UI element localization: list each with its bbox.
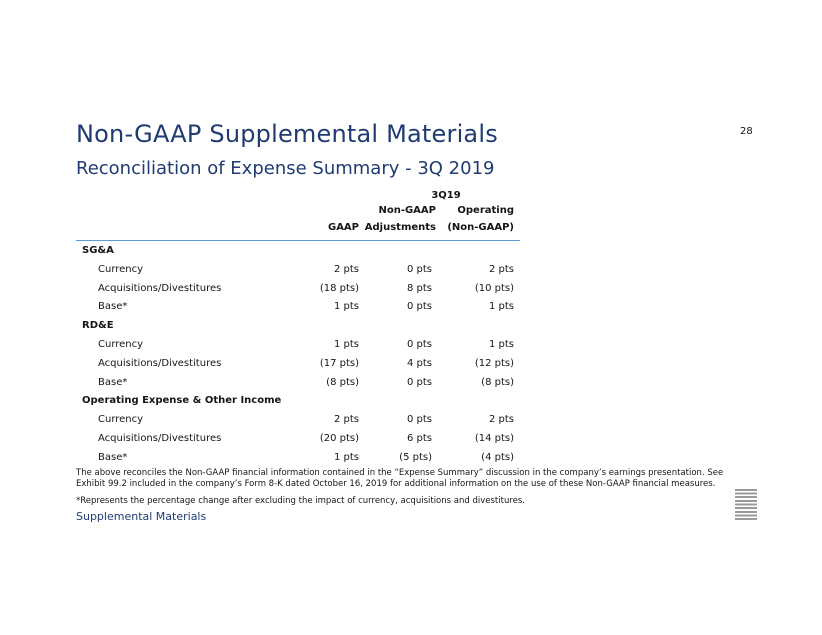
- operating-cell: 1 pts: [488, 301, 514, 313]
- gaap-cell: 1 pts: [333, 338, 359, 350]
- row-label: Base*: [98, 451, 128, 463]
- table-row: [76, 297, 520, 316]
- adjustments-cell: 0 pts: [406, 301, 432, 313]
- adjustments-cell: 6 pts: [406, 432, 432, 444]
- section-row: [76, 391, 520, 410]
- page-title: Non-GAAP Supplemental Materials: [76, 120, 498, 148]
- table-row: [76, 335, 520, 354]
- table-row: [76, 448, 520, 467]
- gaap-header: GAAP: [327, 222, 359, 233]
- period-header: 3Q19: [431, 190, 461, 201]
- section-label: SG&A: [82, 245, 114, 256]
- operating-cell: 2 pts: [488, 263, 514, 275]
- gaap-cell: 2 pts: [333, 263, 359, 275]
- gaap-cell: (17 pts): [319, 357, 359, 369]
- section-row: [76, 316, 520, 335]
- adjustments-cell: 0 pts: [406, 263, 432, 275]
- row-label: Base*: [98, 376, 128, 388]
- operating-cell: (4 pts): [481, 451, 514, 463]
- table-row: [76, 373, 520, 392]
- adjustments-cell: 4 pts: [406, 357, 432, 369]
- section-label: RD&E: [82, 320, 114, 332]
- operating-cell: (8 pts): [481, 376, 514, 388]
- reconciliation-table: [76, 188, 520, 467]
- gaap-cell: (8 pts): [326, 376, 359, 388]
- operating-header-line2: (Non-GAAP): [447, 222, 514, 233]
- row-label: Currency: [98, 414, 144, 426]
- operating-cell: 1 pts: [488, 338, 514, 350]
- footer-label: Supplemental Materials: [76, 510, 207, 523]
- table-body: [76, 241, 520, 467]
- page-number: 28: [740, 126, 753, 137]
- gaap-cell: 2 pts: [333, 414, 359, 426]
- table-row: [76, 279, 520, 298]
- footnote-base: *Represents the percentage change after excluding the impact of currency, acquisitions and divestitures.: [76, 496, 525, 506]
- gaap-cell: (20 pts): [319, 432, 359, 444]
- table-row: [76, 354, 520, 373]
- header-row-2: [76, 222, 520, 239]
- period-header-row: [76, 188, 520, 205]
- table-row: [76, 260, 520, 279]
- row-label: Currency: [98, 263, 144, 275]
- operating-header-line1: Operating: [457, 205, 514, 216]
- adjustments-cell: 0 pts: [406, 338, 432, 350]
- row-label: Acquisitions/Divestitures: [98, 282, 222, 294]
- operating-cell: (12 pts): [474, 357, 514, 369]
- section-row: [76, 241, 520, 260]
- gaap-cell: 1 pts: [333, 301, 359, 313]
- operating-cell: (14 pts): [474, 432, 514, 444]
- row-label: Acquisitions/Divestitures: [98, 432, 222, 444]
- adjustments-header-line1: Non-GAAP: [378, 205, 436, 216]
- gaap-cell: (18 pts): [319, 282, 359, 294]
- row-label: Acquisitions/Divestitures: [98, 357, 222, 369]
- header-row-1: [76, 205, 520, 222]
- operating-cell: (10 pts): [474, 282, 514, 294]
- ibm-logo: [731, 486, 761, 522]
- gaap-cell: 1 pts: [333, 451, 359, 463]
- row-label: Base*: [98, 301, 128, 313]
- adjustments-header-line2: Adjustments: [364, 222, 436, 233]
- adjustments-cell: 0 pts: [406, 414, 432, 426]
- adjustments-cell: (5 pts): [399, 451, 432, 463]
- page-subtitle: Reconciliation of Expense Summary - 3Q 2019: [76, 158, 495, 179]
- adjustments-cell: 0 pts: [406, 376, 432, 388]
- table-row: [76, 429, 520, 448]
- row-label: Currency: [98, 338, 144, 350]
- footnote-reconciliation: The above reconciles the Non-GAAP financial information contained in the “Expense Summary” discussion in the company’s earnings presentation. See Exhibit 99.2 included in the company’s Form 8-K dated October 16, 2019 for additional information on the use of these Non-GAAP financial measures.: [76, 468, 724, 489]
- section-label: Operating Expense & Other Income: [82, 395, 282, 407]
- operating-cell: 2 pts: [488, 414, 514, 426]
- table-row: [76, 410, 520, 429]
- adjustments-cell: 8 pts: [406, 282, 432, 294]
